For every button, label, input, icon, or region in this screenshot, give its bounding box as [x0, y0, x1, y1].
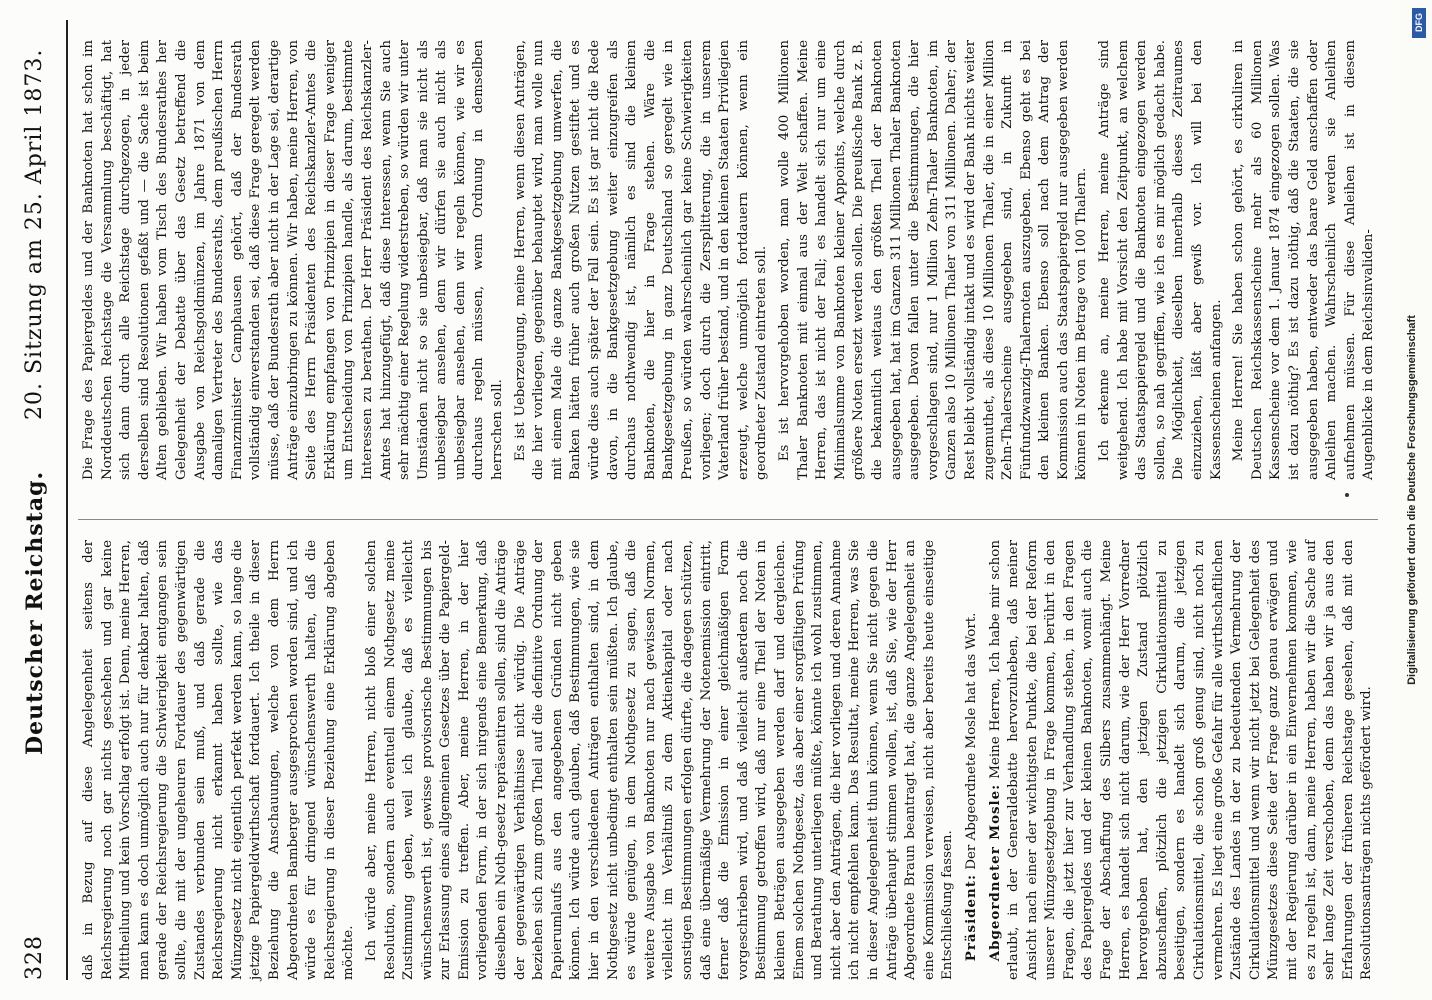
header-rule [66, 20, 68, 980]
paragraph-text: Ich würde aber, meine Herren, nicht bloß einer solchen Resolution, sondern auch eventuell einem Nothgesetz meine Zustimmung geben, weil ich glaube, daß es vielleicht wünschenswerth ist, gewisse provisorische Bestimmungen bis zur Erlassung eines allgemeinen Gesetzes über die Papiergeld-Emission zu treffen. Aber, meine Herren, in der hier vorliegenden Form, in der sich nirgends eine Bemerkung, daß dieselben ein Noth-gesetz repräsentiren sollen, sind die Anträge der gegenwärtigen Verhältnisse nicht würdig. Die Anträge beziehen sich zum großen Theil auf die definitive Ordnung der Papierumlaufs aus den angegebenen Gründen nicht geben können. Ich würde auch glauben, daß Bestimmungen, wie sie hier in den verschiedenen Anträgen enthalten sind, in dem Nothgesetz nicht unbedingt enthalten sein müßten. Ich glaube, es würde genügen, in dem Nothgesetz zu sagen, daß die weitere Ausgabe von Banknoten nur nach gewissen Normen, vielleicht im Verhältniß zu dem Aktienkapital oder nach sonstigen Bestimmungen erfolgen dürfte, die dagegen schützen, daß eine übermäßige Vermehrung der Notenemission eintritt, ferner daß die Emission in einer gleichmäßigen Form vorgeschrieben wird, und daß vielleicht außerdem noch die Bestimmung getroffen wird, daß nur eine Theil der Noten in kleinen Beträgen ausgegeben werden darf und dergleichen. Einem solchen Nothgesetz, das aber einer sorgfältigen Prüfung und Berathung unterliegen müßte, könnte ich wohl zustimmen, nicht aber den Anträgen, die hier vorliegen und deren Annahme ich nicht empfehlen kann. Das Resultat, meine Herren, was Sie in dieser Angelegenheit thun können, wenn Sie nicht gegen die Anträge überhaupt stimmen wollen, ist, daß Sie, wie der Herr Abgeordnete Braun beantragt hat, die ganze Angelegenheit an eine Kommission verweisen, nicht aber bereits heute einseitige Entschließung fassen. [363, 540, 956, 980]
scan-artifact [1345, 493, 1349, 497]
text-paragraph [80, 40, 508, 480]
paragraph-text: daß in Bezug auf diese Angelegenheit seitens der Reichsregierung noch gar nichts geschehen und gar keine Mittheilung und kein Vorschlag erfolgt ist. Denn, meine Herren, man kann es doch unmöglich auch nur für denkbar halten, daß gerade der Reichsregierung die Schwierigkeit entgangen sein sollte, die mit der ungeheuren Fortdauer des gegenwärtigen Zustandes verbunden sein muß, und daß gerade die Reichsregierung nicht erkannt haben sollte, wie das Münzgesetz nicht eigentlich perfekt werden kann, so lange die jetzige Papiergeldwirthschaft fortdauert. Ich theile in dieser Beziehung die Anschauungen, welche von dem Herrn Abgeordneten Bamberger ausgesprochen worden sind, und ich würde es für dringend wünschenswerth halten, daß die Reichsregierung in dieser Beziehung eine Erklärung abgeben möchte. [81, 540, 357, 980]
page-header [22, 20, 62, 980]
text-paragraph [80, 540, 359, 980]
paragraph-text: Ich erkenne an, meine Herren, meine Anträge sind weitgehend. Ich habe mit Vorsicht den Zeitpunkt, an welchem das Staatspapiergeld und die Banknoten eingezogen werden sollen, so nah gegriffen, wie ich es mir möglich gedacht habe. Die Möglichkeit, dieselben innerhalb dieses Zeitraumes einzuziehen, läßt aber gewiß vor. Ich will bei den Kassenscheinen anfangen. [1097, 40, 1224, 480]
text-paragraph [776, 40, 1092, 480]
speech-paragraph [962, 540, 982, 980]
text-paragraph [363, 540, 958, 980]
speaker-name: Präsident: [962, 874, 979, 962]
dfg-logo: DFG [1412, 8, 1426, 38]
session-title: 20. Sitzung am 25. April 1873. [22, 48, 47, 420]
paragraph-text: Es ist hervorgehoben worden, man wolle 400 Millionen Thaler Banknoten mit einmal aus der Welt schaffen. Meine Herren, das ist nicht der Fall; es handelt sich nur um eine Minimalsumme von Banknoten kleiner Appoints, welche durch größere Noten ersetzt werden sollen. Die preußische Bank z. B. die bekanntlich weitaus den größten Theil der Banknoten ausgegeben hat, hat im Ganzen 311 Millionen Thaler Banknoten ausgegeben. Davon fallen unter die Bestimmungen, die hier vorgeschlagen sind, nur 1 Million Zehn-Thaler Banknoten, im Ganzen also 10 Millionen Thaler von 311 Millionen. Daher; der Rest bleibt vollständig intakt und es wird der Bank nichts weiter zugemuthet, als diese 10 Millionen Thaler, die in einer Million Zehn-Thalerscheine ausgegeben sind, in Zukunft in Fünfundzwanzig-Thalernoten auszugeben. Ebenso geht es bei den kleinen Banken. Ebenso soll nach dem Antrag der Kommission auch das Staatspapiergeld nur ausgegeben werden können in Noten im Betrage von 100 Thalern. [776, 40, 1090, 480]
paragraph-text: Meine Herren, Ich habe mir schon erlaubt, in der Generaldebatte hervorzuheben, daß meiner Ansicht nach einer der wichtigsten Punkte, die bei der Reform unserer Münzgesetzgebung in Frage kommen, berührt in den Fragen, die jetzt hier zur Verhandlung stehen, in den Fragen des Papiergeldes und der kleinen Banknoten, womit auch die Frage der Abschaffung des Silbers zusammenhängt. Meine Herren, es handelt sich nicht darum, wie der Herr Vorredner hervorgehoben hat, den jetzigen Zustand plötzlich abzuschaffen, plötzlich die jetzigen Cirkulationsmittel zu beseitigen, sondern es handelt sich darum, die jetzigen Cirkulationsmittel, die schon groß genug sind, nicht noch zu vermehren. Es liegt eine große Gefahr für alle wirthschaftlichen Zustände des Landes in der zu bedeutenden Vermehrung der Cirkulationsmittel und wenn wir nicht jetzt bei Gelegenheit des Münzgesetzes diese Seite der Frage ganz genau erwägen und mit der Regierung darüber in ein Einvernehmen kommen, wie es zu regeln ist, dann, meine Herren, haben wir die Sache auf sehr lange Zeit verschoben, denn das haben wir ja aus den Erfahrungen der früheren Reichstage gesehen, daß mit den Resolutionsanträgen nichts gefördert wird. [987, 540, 1375, 980]
left-column [80, 540, 1381, 980]
text-paragraph [512, 40, 772, 480]
text-paragraph [1096, 40, 1226, 480]
paragraph-text: Es ist Ueberzeugung, meine Herren, wenn diesen Anträgen, die hier vorliegen, gegenüber behauptet wird, man wolle nun mit einem Male die ganze Bankgesetzgebung umwerfen, die Banken hätten früher auch großen Nutzen gestiftet und es würde dies auch später der Fall sein. Es ist gar nicht die Rede davon, in die Bankgesetzgebung weiter einzugreifen als durchaus nothwendig ist, nämlich es sind die kleinen Banknoten, die hier in Frage stehen. Wäre die Bankgesetzgebung in ganz Deutschland so geregelt wie in Preußen, so würden wahrscheinlich gar keine Schwierigkeiten vorliegen; doch durch die Zersplitterung, die in unserem Vaterland früher bestand, und in den kleinen Staaten Privilegien erzeugt, welche unmöglich fortdauern können, wenn ein geordneter Zustand eintreten soll. [512, 40, 770, 480]
digitization-credit [1406, 8, 1428, 992]
paragraph-text: Die Frage des Papiergeldes und der Banknoten hat schon im Norddeutschen Reichstage die Versammlung beschäftigt, hat sich dann durch alle Reichstage durchgezogen, in jeder derselben sind Resolutionen gefaßt und — die Sache ist beim Alten geblieben. Wir haben vom Tisch des Bundesrathes her Gelegenheit der Debatte über das Gesetz betreffend die Ausgabe von Reichsgoldmünzen, im Jahre 1871 von dem damaligen Vertreter des Bundesraths, dem preußischen Herrn Finanzminister Camphausen gehört, daß der Bundesrath vollständig einverstanden sei, daß diese Frage geregelt werden müsse, daß der Bundesrath aber nicht in der Lage sei, derartige Anträge einzubringen zu können. Wir haben, meine Herren, von Seite des Herrn Präsidenten des Reichskanzler-Amtes die Erklärung empfangen von Prinzipien in dieser Frage weniger um Entscheidung von Prinzipien handle, als darum, bestimmte Interessen zu berathen. Der Herr Präsident des Reichskanzler-Amtes hat hinzugefügt, daß diese Interessen, wenn Sie auch sehr mächtig einer Regelung widerstreben, so würden wir unter Umständen nicht so sie unbesiegbar, daß man sie nicht als unbesiegbar ansehen, denn wir dürfen sie auch nicht als unbesiegbar ansehen, denn wir regeln können, wie wir es durchaus regeln müssen, wenn Ordnung in demselben herrschen soll. [81, 40, 506, 480]
page-number: 328 [22, 935, 47, 980]
credit-text: Digitalisierung gefördert durch die Deutsche Forschungsgemeinschaft [1406, 315, 1418, 685]
journal-title: Deutscher Reichstag. [22, 470, 48, 755]
speech-paragraph [986, 540, 1377, 980]
right-column [80, 40, 1383, 480]
paragraph-text: Der Abgeordnete Mosle hat das Wort. [963, 612, 979, 870]
paragraph-text: Meine Herren! Sie haben schon gehört, es cirkuliren in Deutschen Reichskassenscheine mehr als 60 Millionen Kassenscheine vor dem 1. Januar 1874 eingezogen sollen. Was ist dazu nöthig? Es ist dazu nöthig, daß die Staaten, die sie ausgegeben haben, entweder das baare Geld anschaffen oder Anleihen machen. Wahrscheinlich werden sie Anleihen aufnehmen müssen. Für diese Anleihen ist in diesem Augenblicke in dem Reichsinvaliden- [1231, 40, 1377, 480]
speaker-name: Abgeordneter Mosle: [986, 783, 1003, 962]
text-paragraph [1230, 40, 1379, 480]
column-divider [78, 519, 1378, 520]
